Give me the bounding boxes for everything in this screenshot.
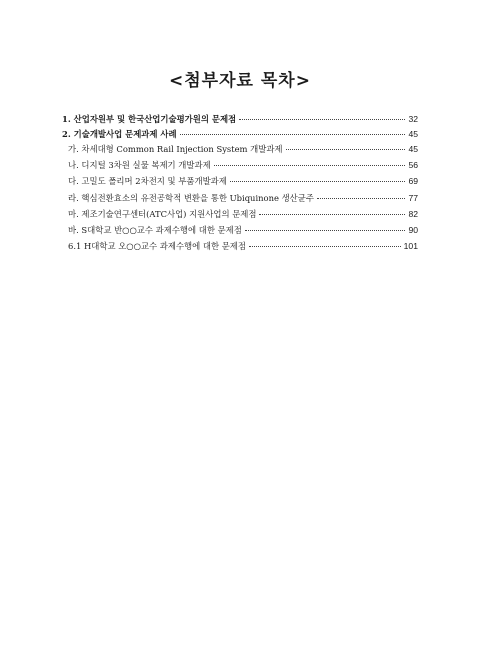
toc-entry-label: 1. 산업자원부 및 한국산업기술평가원의 문제점 xyxy=(62,114,237,124)
page-title: <첨부자료 목차> xyxy=(169,71,311,91)
toc-dot-leader xyxy=(180,134,406,135)
toc-dot-leader xyxy=(214,165,406,166)
toc-entry xyxy=(62,240,418,256)
toc-entry xyxy=(62,224,418,240)
toc-entry xyxy=(62,159,418,175)
toc-dot-leader xyxy=(317,198,406,199)
toc-entry-page: 90 xyxy=(408,224,418,235)
toc-entry-page: 82 xyxy=(408,208,418,219)
toc-entry xyxy=(62,113,418,128)
toc-entry-label: 다. 고밀도 폴리머 2차전지 및 부품개발과제 xyxy=(68,176,227,187)
toc-entry-page: 101 xyxy=(403,241,418,252)
toc-entry xyxy=(62,175,418,191)
toc-entry-label: 라. 핵심전환효소의 유전공학적 변환을 통한 Ubiquinone 생산균주 xyxy=(68,192,314,203)
toc-dot-leader xyxy=(245,230,406,231)
toc-entry-label: 2. 기술개발사업 문제과제 사례 xyxy=(62,129,177,139)
toc-dot-leader xyxy=(230,181,406,182)
toc-entry-label: 마. 제조기술연구센터(ATC사업) 지원사업의 문제점 xyxy=(68,208,257,219)
toc-entry xyxy=(62,208,418,224)
toc-dot-leader xyxy=(286,149,406,150)
toc-entry xyxy=(62,143,418,159)
toc-entry-page: 56 xyxy=(408,160,418,171)
toc-entry-page: 32 xyxy=(408,114,418,124)
toc-entry-page: 45 xyxy=(408,144,418,154)
toc-entry xyxy=(62,192,418,208)
toc-entry-label: 가. 차세대형 Common Rail Injection System 개발과제 xyxy=(68,144,283,154)
toc-entry-page: 69 xyxy=(408,176,418,187)
toc-entry-page: 45 xyxy=(408,129,418,139)
toc-entry-label: 바. S대학교 반○○교수 과제수행에 대한 문제점 xyxy=(68,224,242,235)
toc-dot-leader xyxy=(239,119,405,120)
table-of-contents xyxy=(62,113,418,256)
toc-entry-page: 77 xyxy=(408,192,418,203)
toc-entry-label: 나. 디지털 3차원 실물 복제기 개발과제 xyxy=(68,160,211,171)
toc-dot-leader xyxy=(249,246,401,247)
toc-entry xyxy=(62,128,418,143)
toc-dot-leader xyxy=(259,214,405,215)
toc-entry-label: 6.1 H대학교 오○○교수 과제수행에 대한 문제점 xyxy=(68,241,246,252)
